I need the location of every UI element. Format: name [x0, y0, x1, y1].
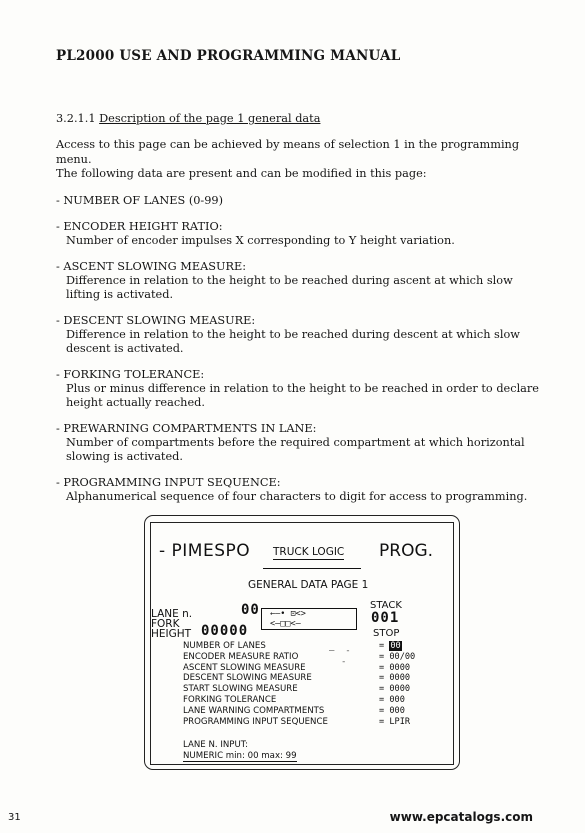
entry-title: - ENCODER HEIGHT RATIO: — [56, 220, 223, 233]
height-label: HEIGHT — [151, 628, 192, 640]
brand-label: - PIMESPO — [159, 541, 251, 561]
entry-encoder-height-ratio — [56, 220, 541, 248]
entry-number-of-lanes — [56, 194, 541, 208]
fork-position-diagram — [261, 608, 357, 630]
parameter-item: DESCENT SLOWING MEASURE — [183, 673, 312, 684]
entry-description: Alphanumerical sequence of four characters to digit for access to programming. — [66, 490, 528, 503]
lane-value: 00 — [241, 602, 260, 618]
screen-page-title: GENERAL DATA PAGE 1 — [248, 579, 369, 591]
stack-label: STACK — [370, 600, 402, 611]
input-range: NUMERIC min: 00 max: 99 — [183, 751, 297, 761]
watermark-url: www.epcatalogs.com — [389, 810, 533, 824]
separator-dash: — - — [329, 646, 351, 656]
entry-forking-tolerance — [56, 368, 541, 410]
entry-description: Plus or minus difference in relation to the height to be reached in order to declare height actually reached. — [66, 382, 539, 409]
intro-paragraph-2: The following data are present and can be modified in this page: — [56, 167, 427, 180]
entry-title: - NUMBER OF LANES (0-99) — [56, 194, 224, 207]
page-number: 31 — [8, 812, 21, 823]
section-number: 3.2.1.1 — [56, 112, 96, 125]
section-title: Description of the page 1 general data — [99, 112, 321, 125]
parameter-item: ENCODER MEASURE RATIO — [183, 651, 299, 662]
stop-label: STOP — [373, 628, 400, 639]
entry-title: - PREWARNING COMPARTMENTS IN LANE: — [56, 422, 317, 435]
parameter-item: PROGRAMMING INPUT SEQUENCE — [183, 716, 328, 727]
manual-title: PL2000 USE AND PROGRAMMING MANUAL — [56, 48, 401, 64]
entry-title: - PROGRAMMING INPUT SEQUENCE: — [56, 476, 281, 489]
entry-description: Number of compartments before the required compartment at which horizontal slowing is activated. — [66, 436, 525, 463]
parameter-value: 0000 — [389, 684, 411, 695]
entry-title: - FORKING TOLERANCE: — [56, 368, 205, 381]
fork-label: FORK — [151, 618, 180, 630]
entry-description: Difference in relation to the height to be reached during descent at which slow descent is activated. — [66, 328, 520, 355]
entry-title: - DESCENT SLOWING MEASURE: — [56, 314, 256, 327]
arrow-bottom-icon: <—□□<— — [270, 619, 301, 629]
stack-value: 001 — [371, 610, 400, 626]
intro-paragraph: Access to this page can be achieved by means of selection 1 in the programming menu. — [56, 138, 520, 166]
input-label: LANE N. INPUT: — [183, 740, 248, 750]
truck-logic-label: TRUCK LOGIC — [273, 546, 345, 558]
parameter-item: LANE WARNING COMPARTMENTS — [183, 705, 325, 716]
entry-descent-slowing — [56, 314, 541, 356]
entry-description: Difference in relation to the height to be reached during ascent at which slow lifting is activated. — [66, 274, 513, 301]
entry-ascent-slowing — [56, 260, 541, 302]
display-screen — [150, 522, 454, 765]
entry-title: - ASCENT SLOWING MEASURE: — [56, 260, 247, 273]
parameter-values: = 00 = 00/00 = 0000 = 0000 = 0000 = 000 = 000 = LPIR — [379, 641, 416, 727]
parameter-value: 0000 — [389, 662, 411, 673]
parameter-list — [183, 641, 328, 727]
parameter-item: NUMBER OF LANES — [183, 641, 266, 651]
selected-value[interactable]: 00 — [390, 641, 401, 651]
parameter-value: LPIR — [389, 716, 411, 727]
separator-dash: - — [341, 657, 347, 667]
parameter-value: 000 — [389, 694, 405, 705]
parameter-value: 0000 — [389, 673, 411, 684]
parameter-item: ASCENT SLOWING MEASURE — [183, 662, 306, 673]
parameter-value: 000 — [389, 705, 405, 716]
parameter-item: START SLOWING MEASURE — [183, 684, 298, 695]
lane-label: LANE n. — [151, 608, 193, 620]
prog-label: PROG. — [379, 541, 434, 561]
arrow-top-icon: ←—• ⊡<> — [270, 609, 306, 619]
height-value: 00000 — [201, 623, 249, 639]
entry-programming-input — [56, 476, 541, 504]
section-heading — [56, 111, 541, 126]
entry-description: Number of encoder impulses X corresponding to Y height variation. — [66, 234, 455, 247]
divider-line — [263, 568, 361, 569]
parameter-item: FORKING TOLERANCE — [183, 694, 277, 705]
parameter-value: 00/00 — [389, 651, 416, 662]
entry-prewarning-compartments — [56, 422, 541, 464]
